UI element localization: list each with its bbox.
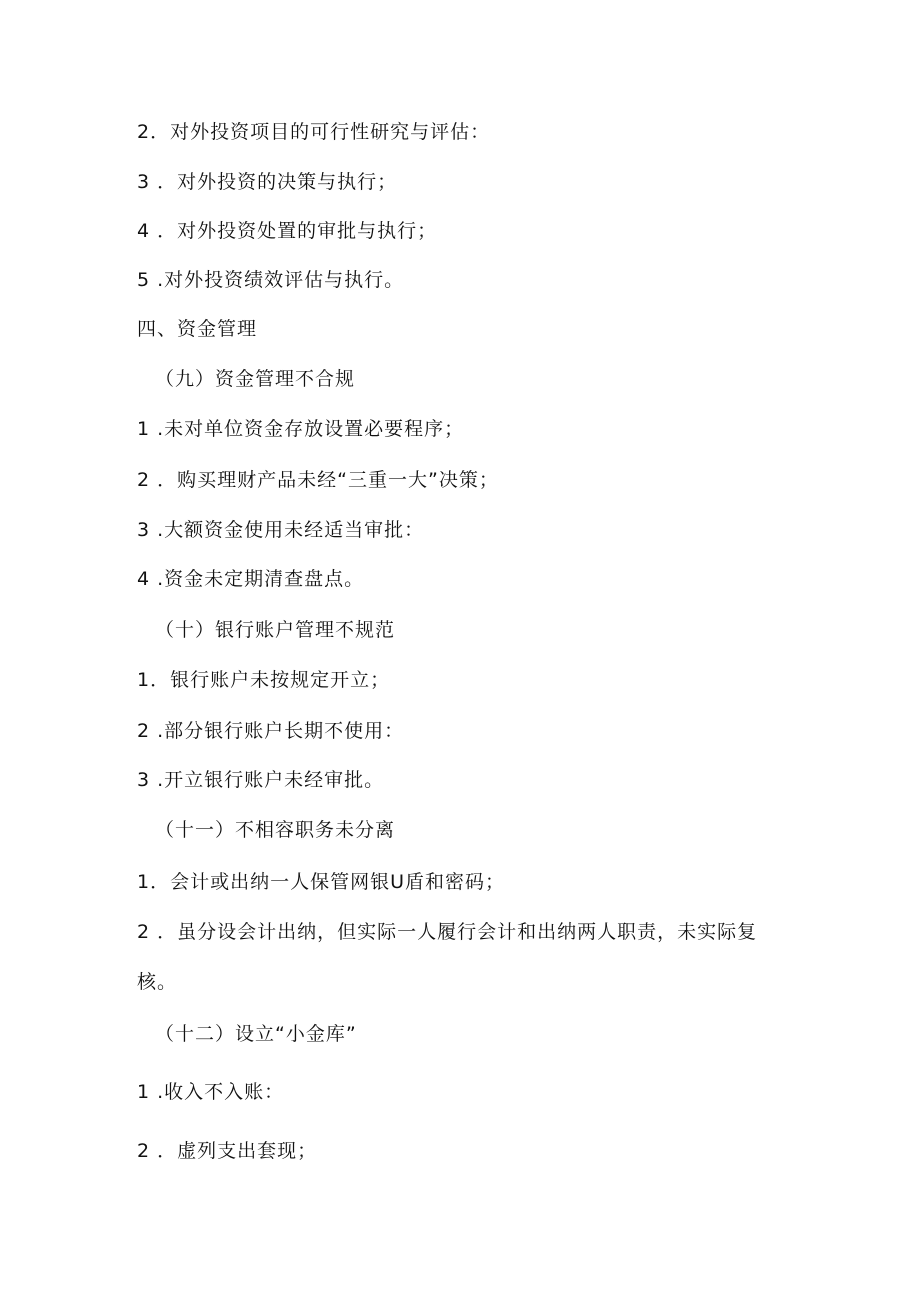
item-ukey-password-custody: 1．会计或出纳一人保管网银U盾和密码；: [137, 871, 505, 893]
subsection-heading-ten: （十）银行账户管理不规范: [155, 619, 396, 641]
item-investment-feasibility: 2．对外投资项目的可行性研究与评估：: [137, 121, 491, 143]
subsection-heading-nine: （九）资金管理不合规: [155, 368, 356, 390]
subsection-heading-eleven: （十一）不相容职务未分离: [155, 819, 396, 841]
item-fund-inventory-check: 4 .资金未定期清查盘点。: [137, 568, 365, 590]
item-fund-storage-procedure: 1 .未对单位资金存放设置必要程序；: [137, 418, 465, 440]
subsection-heading-twelve: （十二）设立“小金库”: [155, 1023, 357, 1045]
item-bank-account-approval: 3 .开立银行账户未经审批。: [137, 769, 385, 791]
item-false-expenditure: 2 ．虚列支出套现；: [137, 1140, 318, 1162]
item-investment-decision: 3 ．对外投资的决策与执行；: [137, 171, 398, 193]
item-large-fund-approval: 3 .大额资金使用未经适当审批：: [137, 519, 425, 541]
item-wealth-product-decision: 2 ．购买理财产品未经“三重一大”决策；: [137, 469, 499, 491]
item-accountant-cashier-duty-cont: 核。: [137, 971, 178, 993]
item-accountant-cashier-duty: 2 ．虽分设会计出纳，但实际一人履行会计和出纳两人职责，未实际复: [137, 921, 758, 943]
item-income-not-recorded: 1 .收入不入账：: [137, 1081, 285, 1103]
item-investment-performance: 5 .对外投资绩效评估与执行。: [137, 269, 405, 291]
item-bank-account-unused: 2 .部分银行账户长期不使用：: [137, 720, 405, 742]
item-bank-account-opening: 1．银行账户未按规定开立；: [137, 669, 391, 691]
item-investment-disposal: 4 ．对外投资处置的审批与执行；: [137, 220, 438, 242]
section-heading-fund-management: 四、资金管理: [137, 318, 258, 340]
